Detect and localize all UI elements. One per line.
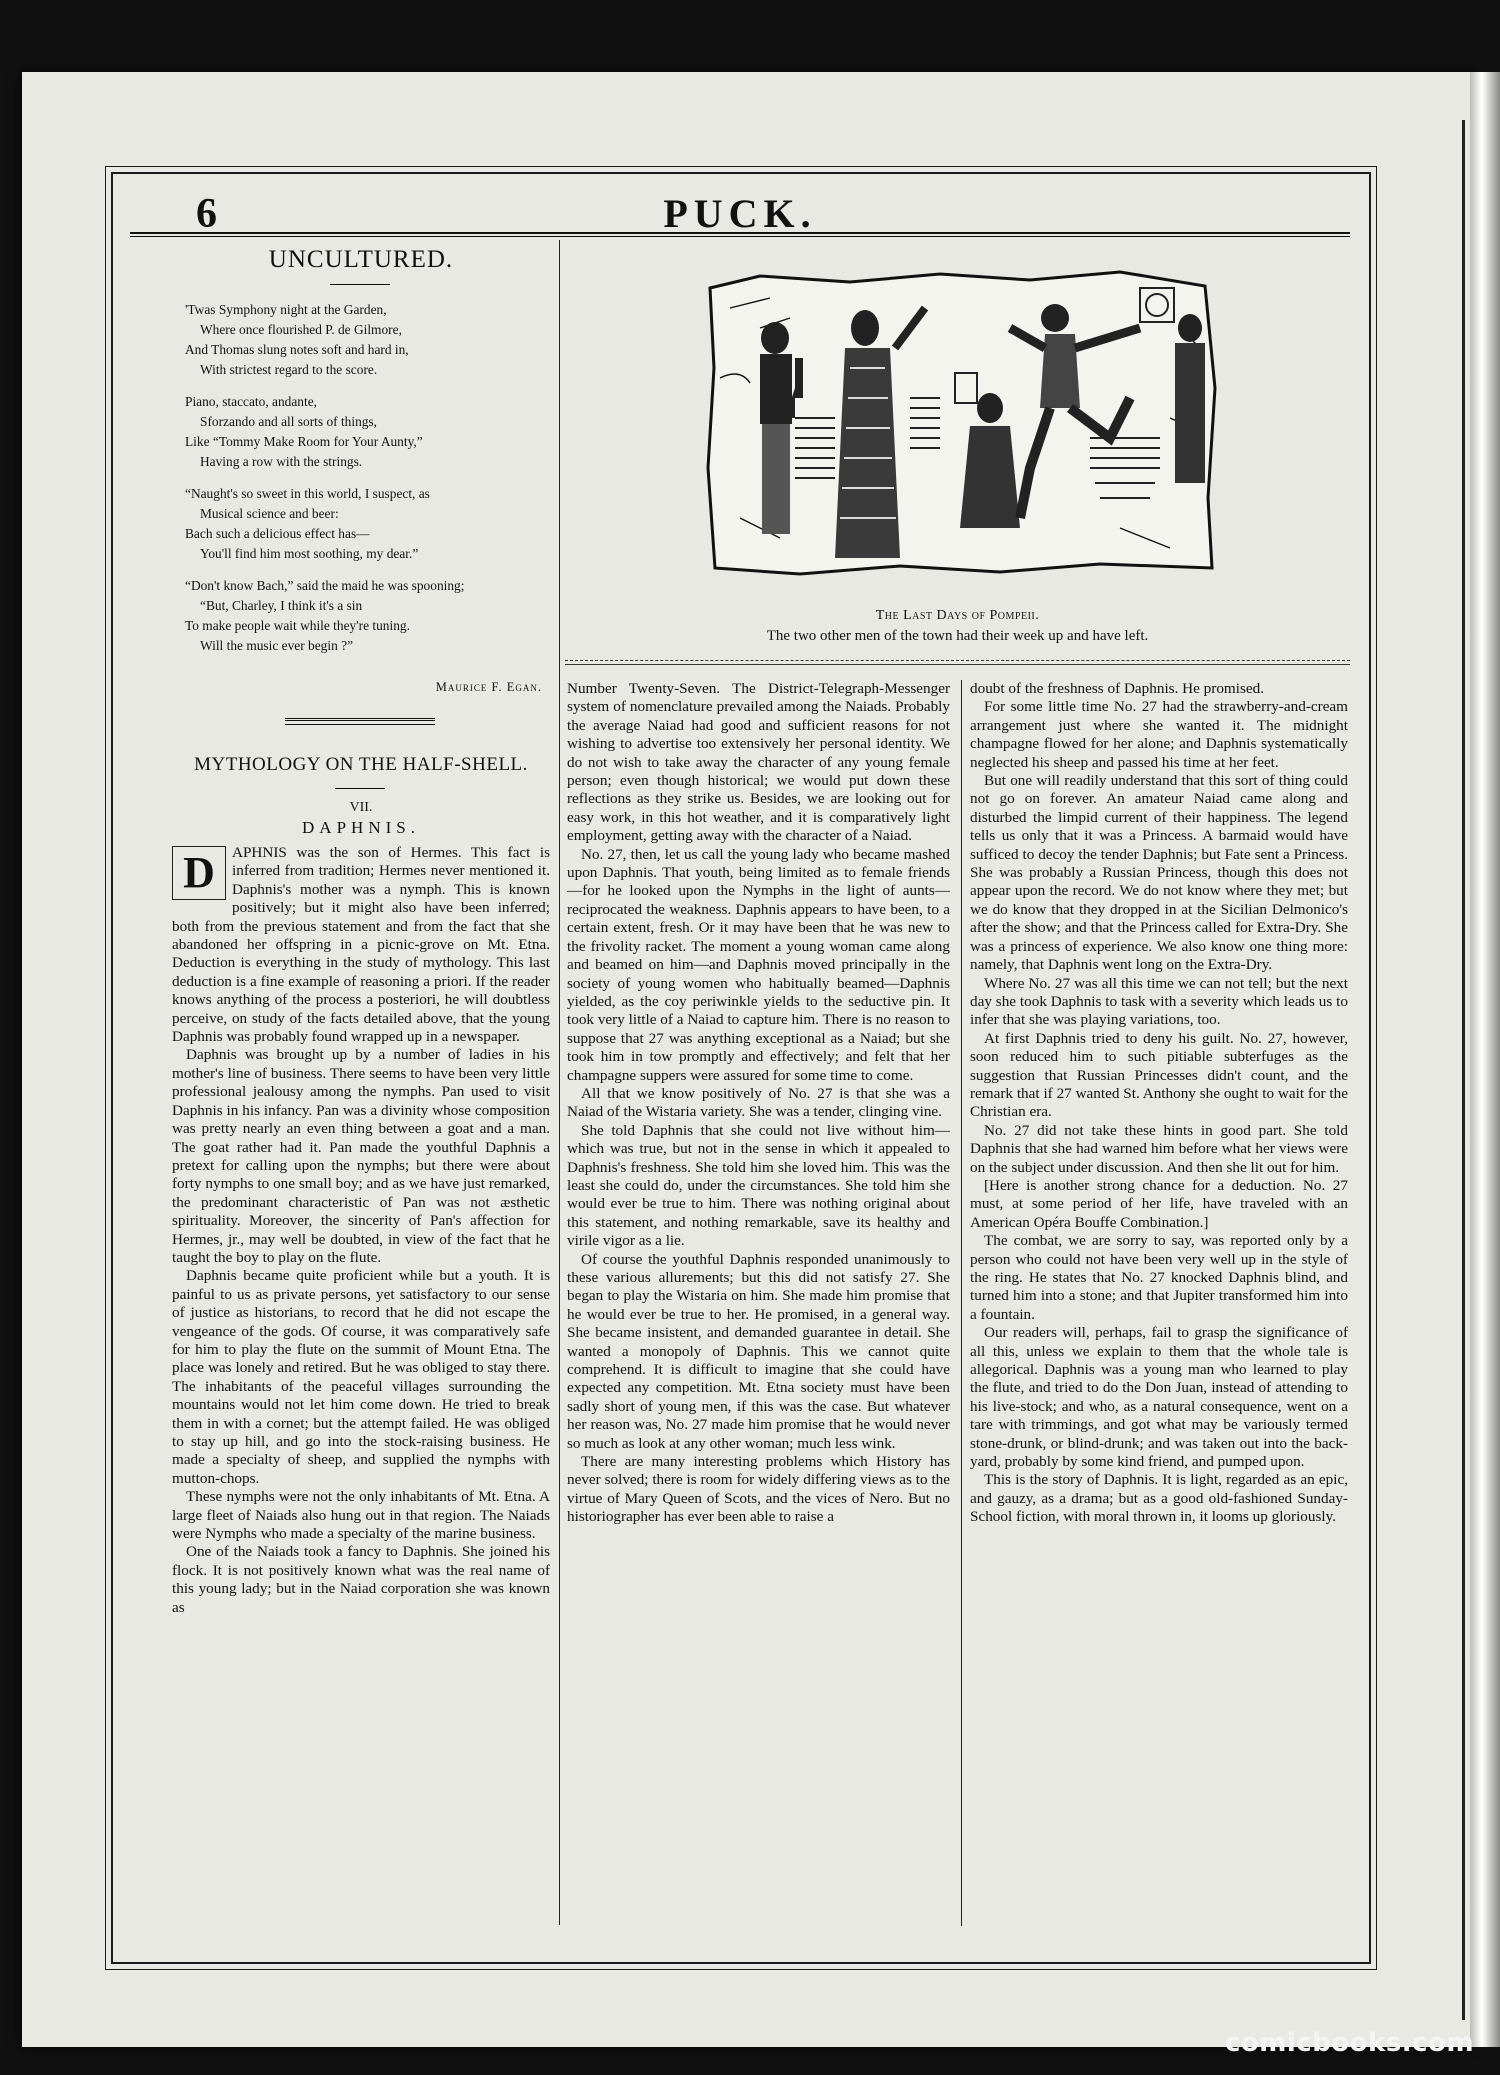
poem-line: To make people wait while they're tuning. [185,618,410,633]
poem-line: You'll find him most soothing, my dear.” [200,546,419,561]
illustration-relief [700,268,1220,578]
column-divider [961,680,962,1926]
illustration-divider-thin [565,664,1350,665]
article-title: MYTHOLOGY ON THE HALF-SHELL. [194,754,528,775]
article-paragraph: No. 27 did not take these hints in good part. She told Daphnis that she had warned him before what her views were on the subject under discussion. And then she lit out for him. [970,1121,1348,1176]
poem-line: Bach such a delicious effect has— [185,526,370,541]
book-spine [1470,72,1500,2047]
column-divider [559,240,560,1925]
illustration-caption [565,605,1350,647]
poem-line: “But, Charley, I think it's a sin [200,598,363,613]
article-paragraph: These nymphs were not the only inhabitants of Mt. Etna. A large fleet of Naiads also hung out in that region. The Naiads were Nymphs who made a specialty of the marine business. [172,1488,550,1543]
poem-line: “Naught's so sweet in this world, I suspect, as [185,486,430,501]
article-paragraph: Of course the youthful Daphnis responded unanimously to these various allurements; but this did not satisfy 27. She began to play the Wistaria on him. She made him promise that he would ever be true to her. He promised, in a general way. She became insistent, and demanded guarantee in detail. She wanted a monopoly of Daphnis. This we cannot quite comprehend. It is difficult to imagine that she could have expected any competition. Mt. Etna society must have been sadly short of young men, if this was the case. But whatever her reason was, No. 27 made him promise that he would never so much as look at any other woman; much less wink. [567,1250,950,1452]
article-paragraph: One of the Naiads took a fancy to Daphnis. She joined his flock. It is not positively known what was the real name of this young lady; but in the Naiad corporation she was known as [172,1543,550,1616]
article-paragraph: [Here is another strong chance for a deduction. No. 27 must, at some period of her life, have traveled with an American Opéra Bouffe Combination.] [970,1176,1348,1231]
article-paragraph: This is the story of Daphnis. It is light, regarded as an epic, and gauzy, as a drama; but as a good old-fashioned Sunday-School fiction, with moral thrown in, it looms up gloriously. [970,1471,1348,1526]
article-paragraph: Daphnis became quite proficient while but a youth. It is painful to us as private persons, yet satisfactory to our sense of justice as historians, to record that he did not escape the vengeance of the gods. Of course, it was comparatively safe for him to play the flute on the summit of Mount Etna. The place was lonely and retired. But he was obliged to stay there. The inhabitants of the peaceful villages surrounding the mountains would not let him come down. He tried to break them in with a cornet; but the attempt failed. He was obliged to stay up hill, and go into the stock-raising business. He made a specialty of sheep, and supplied the nymphs with mutton-chops. [172,1267,550,1487]
poem-stanza [180,484,550,564]
article-paragraph: There are many interesting problems which History has never solved; there is room for widely differing views as to the virtue of Mary Queen of Scots, and the vices of Nero. But no historiographer has ever been able to raise a [567,1453,950,1526]
poem-line: With strictest regard to the score. [200,362,378,377]
article-paragraph: But one will readily understand that this sort of thing could not go on forever. An amateur Naiad came along and disturbed the limpid current of their happiness. The legend tells us only that it was a Princess. A barmaid would have sufficed to decoy the tender Daphnis; but Fate sent a Princess. She was probably a Russian Princess, though this does not appear upon the record. We do not know where they met; but we do know that they dropped in at the Sicilian Delmonico's after the show; and that the Princess called for Extra-Dry. She was a princess of experience. We also know one thing more: namely, that Daphnis went long on the Extra-Dry. [970,772,1348,974]
article-column-right [970,680,1348,1926]
poem-line: Will the music ever begin ?” [200,638,354,653]
caption-text: The two other men of the town had their week up and have left. [766,628,1149,644]
poem-line: Like “Tommy Make Room for Your Aunty,” [185,434,423,449]
poem-body [180,300,550,668]
poem-author: Maurice F. Egan. [435,680,542,694]
article-paragraph: doubt of the freshness of Daphnis. He promised. [970,680,1264,697]
article-paragraph: No. 27, then, let us call the young lady who became mashed upon Daphnis. That youth, being limited as to female friends—for he looked upon the Nymphs in the light of aunts—reciprocated the weakness. Daphnis appears to have been, to a certain extent, fresh. Or it may have been that he was new to the frivolity racket. The moment a young woman came along and beamed on him—and Daphnis moved principally in the society of young women who habitually beamed—Daphnis yielded, as the coy periwinkle yields to the seductive pin. It took very little of a Naiad to capture him. There is no reason to suppose that 27 was anything exceptional as a Naiad; but she took him in tow promptly and effectively; and felt that her champagne suppers were assured for some time to come. [567,845,950,1084]
drop-cap: D [172,846,226,900]
poem-stanza [180,392,550,472]
article-paragraph: Our readers will, perhaps, fail to grasp the significance of all this, unless we explain to them that the whole tale is allegorical. Daphnis was a young man who learned to play the flute, and tried to do the Don Juan, instead of attending to his live-stock; and who, as a natural consequence, went on a tare with trimmings, and got what may be variously termed stone-drunk, or blind-drunk; and was taken out into the back-yard, probably by some kind friend, and pumped upon. [970,1324,1348,1471]
poem-line: And Thomas slung notes soft and hard in, [185,342,409,357]
article-paragraph: She told Daphnis that she could not live without him—which was true, but not in the sense in which it appealed to Daphnis's freshness. She told him she loved him. This was the least she could do, under the circumstances. She told him she would ever be true to him. There was nothing original about this statement, and nothing remarkable, save its healthy and virile vigor as a lie. [567,1121,950,1250]
illustration-divider [565,660,1350,661]
header-rule-thin [130,236,1350,237]
article-paragraph: At first Daphnis tried to deny his guilt. No. 27, however, soon reduced him to such pitiable subterfuges as the suggestion that Russian Princesses didn't count, and the remark that if 27 wanted St. Anthony she ought to wait for the Christian era. [970,1029,1348,1121]
poem-line: Sforzando and all sorts of things, [200,414,378,429]
poem-line: Piano, staccato, andante, [185,394,317,409]
article-column-left [172,648,550,1926]
article-column-middle [567,680,950,1926]
article-paragraph: Daphnis was brought up by a number of ladies in his mother's line of business. There seems to have been very little professional jealousy among the nymphs. Pan used to visit Daphnis in his infancy. Pan was a divinity whose composition was pretty nearly an even thing between a goat and a man. The goat rather had it. Pan made the youthful Daphnis a pretext for calling upon the nymphs; but there were about forty nymphs to one small boy; and as we have just remarked, the predominant characteristic of Pan was not æsthetic spirituality. Moreover, the sincerity of Pan's affection for Hermes, jr., may well be doubted, in view of the fact that he taught the boy to play on the flute. [172,1046,550,1266]
page-edge [1462,120,1465,2020]
article-paragraph [172,844,550,1046]
header-rule [130,232,1350,234]
article-number: VII. [349,800,373,815]
poem-line: “Don't know Bach,” said the maid he was spooning; [185,578,465,593]
masthead: PUCK. [663,191,817,236]
article-paragraph: Where No. 27 was all this time we can not tell; but the next day she took Daphnis to task with a severity which leads us to infer that she was playing variations, too. [970,974,1348,1029]
poem-stanza [180,576,550,656]
paragraph-text: APHNIS was the son of Hermes. This fact is inferred from tradition; Hermes never mentioned it. Daphnis's mother was a nymph. This is known positively; but it might also have been inferred; both from the previous statement and from the fact that she abandoned her offspring in a picnic-grove on Mt. Etna. Deduction is everything in the study of mythology. This last deduction is a fine example of reasoning a priori. If the reader knows anything of the process a posteriori, he will doubtless perceive, on study of the facts detailed above, that the young Daphnis was probably found wrapped up in a newspaper. [172,844,550,1046]
poem-title: UNCULTURED. [268,246,454,273]
poem-line: 'Twas Symphony night at the Garden, [185,302,387,317]
article-paragraph: For some little time No. 27 had the strawberry-and-cream arrangement just where she wanted it. The midnight champagne flowed for her alone; and Daphnis systematically neglected his sheep and passed his time at her feet. [970,698,1348,771]
poem-line: Where once flourished P. de Gilmore, [200,322,402,337]
page-number: 6 [196,191,217,237]
article-paragraph: The combat, we are sorry to say, was reported only by a person who could not have been very well up in the style of the ring. He states that No. 27 knocked Daphnis blind, and turned him into a stone; and that Jupiter transformed him into a fountain. [970,1232,1348,1323]
article-paragraph: Number Twenty-Seven. The District-Telegraph-Messenger system of nomenclature prevailed among the Naiads. Probably the average Naiad had good and sufficient reasons for not wishing to advertise too extensively her personal identity. We do not wish to take away the character of any young female person; even though historical; we would put down these reflections as they strike us. Besides, we are looking out for easy work, in this hot weather, and it is comparatively light employment, getting away with the character of a Naiad. [567,680,950,845]
article-paragraph: All that we know positively of No. 27 is that she was a Naiad of the Wistaria variety. She was a tender, clinging vine. [567,1084,950,1121]
poem-line: Having a row with the strings. [200,454,363,469]
poem-line: Musical science and beer: [200,506,339,521]
poem-stanza [180,300,550,380]
caption-title: The Last Days of Pompeii. [875,608,1040,623]
watermark: comicbooks.com [1225,2028,1475,2058]
article-subject: DAPHNIS. [302,818,420,837]
title-rule [330,284,390,285]
